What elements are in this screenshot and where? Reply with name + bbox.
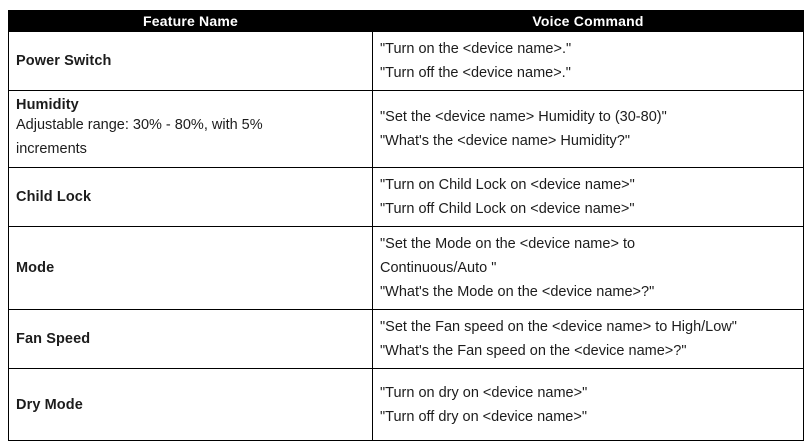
command-line: "Set the <device name> Humidity to (30-80)" [380, 109, 667, 125]
feature-name: Fan Speed [16, 331, 91, 347]
command-line: "What's the Fan speed on the <device name>?" [380, 343, 687, 359]
feature-cell [9, 32, 373, 91]
feature-cell [9, 310, 373, 369]
command-line: "Turn on dry on <device name>" [380, 384, 588, 401]
table-row-humidity [9, 91, 804, 168]
command-line: "Turn off Child Lock on <device name>" [380, 201, 635, 217]
header-voice-command: Voice Command [373, 11, 804, 32]
command-line: "Turn off dry on <device name>" [380, 408, 587, 425]
feature-cell [9, 168, 373, 227]
header-feature-name: Feature Name [9, 11, 373, 32]
command-cell [373, 91, 804, 168]
command-cell [373, 369, 804, 441]
feature-note: Adjustable range: 30% - 80%, with 5% [16, 117, 263, 133]
feature-cell [9, 227, 373, 310]
table-row-mode [9, 227, 804, 310]
feature-name: Power Switch [16, 53, 112, 69]
command-cell [373, 310, 804, 369]
header-row [9, 11, 804, 32]
command-line: "What's the Mode on the <device name>?" [380, 284, 655, 300]
command-line: "Set the Fan speed on the <device name> to High/Low" [380, 319, 737, 335]
feature-name: Humidity [16, 97, 79, 113]
command-cell [373, 227, 804, 310]
command-line: Continuous/Auto " [380, 260, 497, 276]
feature-note: increments [16, 141, 87, 157]
command-line: "Set the Mode on the <device name> to [380, 236, 636, 252]
command-line: "Turn on Child Lock on <device name>" [380, 177, 635, 193]
voice-command-table-container [8, 10, 803, 441]
voice-command-table [8, 10, 804, 441]
feature-cell [9, 369, 373, 441]
command-cell [373, 168, 804, 227]
command-line: "What's the <device name> Humidity?" [380, 133, 631, 149]
table-row-power-switch [9, 32, 804, 91]
feature-cell [9, 91, 373, 168]
feature-name: Child Lock [16, 189, 92, 205]
feature-name: Mode [16, 260, 55, 276]
command-line: "Turn off the <device name>." [380, 65, 571, 81]
table-row-child-lock [9, 168, 804, 227]
command-cell [373, 32, 804, 91]
command-line: "Turn on the <device name>." [380, 41, 572, 57]
table-row-dry-mode [9, 369, 804, 441]
feature-name: Dry Mode [16, 396, 83, 413]
table-row-fan-speed [9, 310, 804, 369]
